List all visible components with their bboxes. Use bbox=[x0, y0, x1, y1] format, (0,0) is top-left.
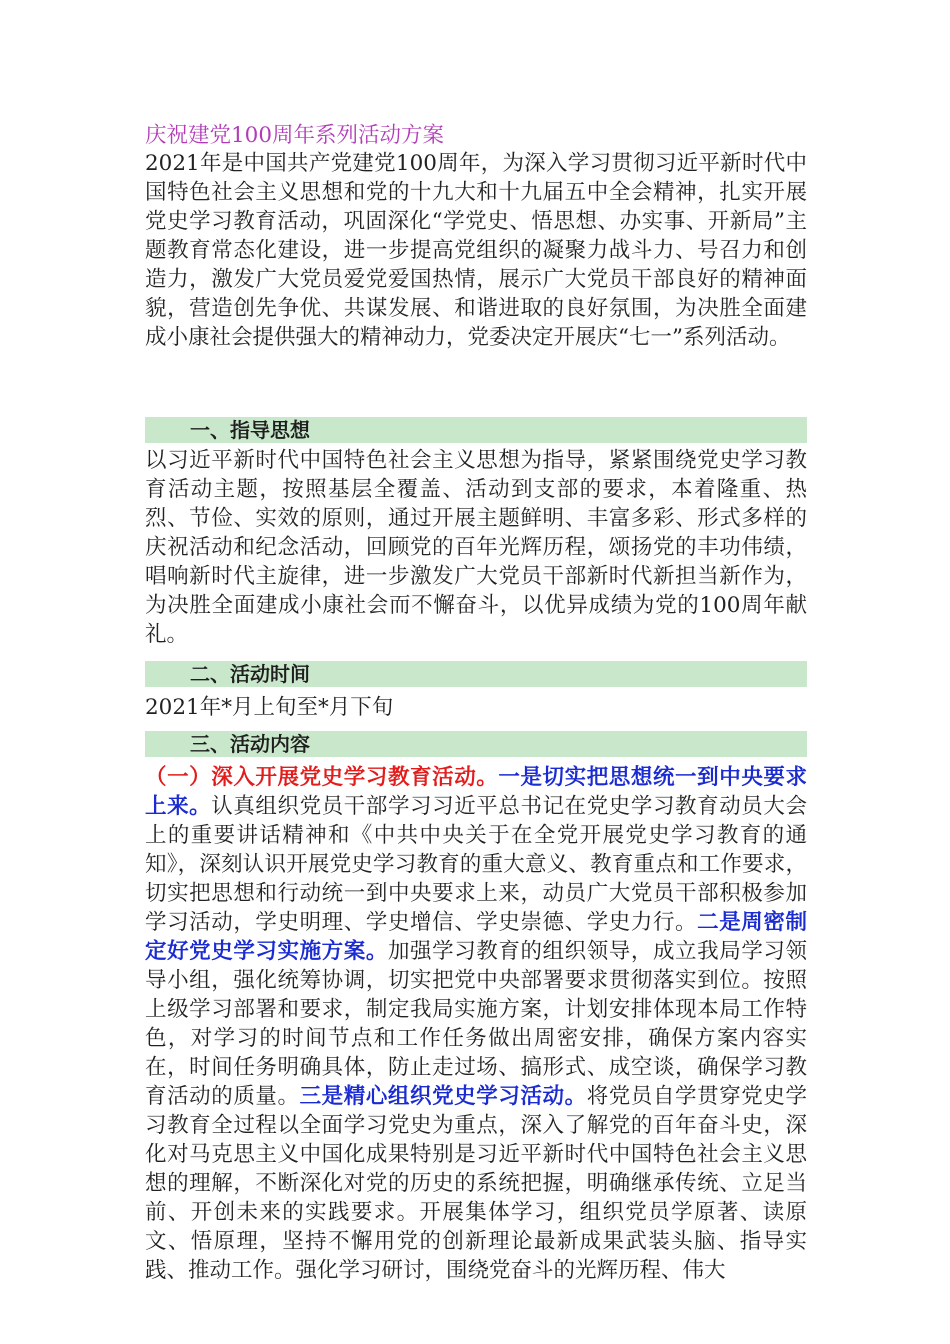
point-two-text: 加强学习教育的组织领导，成立我局学习领导小组，强化统筹协调，切实把党中央部署要求贯彻落实到位。按照上级学习部署和要求，制定我局实施方案，计划安排体现本局工作特色，对学习的时间节点和工作任务做出周密安排，确保方案内容实在，时间任务明确具体，防止走过场、搞形式、成空谈，确保学习教育活动的质量。 bbox=[145, 939, 807, 1109]
document-content bbox=[145, 123, 807, 1285]
activity-content-paragraph bbox=[145, 763, 807, 1285]
section-heading-activity-content: 三、活动内容 bbox=[145, 731, 807, 757]
activity-time-text: 2021年*月上旬至*月下旬 bbox=[145, 695, 394, 720]
section-heading-guiding-ideology: 一、指导思想 bbox=[145, 417, 807, 443]
document-title: 庆祝建党100周年系列活动方案 bbox=[145, 123, 445, 148]
point-three-text: 将党员自学贯穿党史学习教育全过程以全面学习党史为重点，深入了解党的百年奋斗史，深化对马克思主义中国化成果特别是习近平新时代中国特色社会主义思想的理解，不断深化对党的历史的系统把握，明确继承传统、立足当前、开创未来的实践要求。开展集体学习，组织党员学原著、读原文、悟原理，坚持不懈用党的创新理论最新成果武装头脑、指导实践、推动工作。强化学习研讨，围绕党奋斗的光辉历程、伟大 bbox=[145, 1084, 807, 1283]
guiding-ideology-paragraph: 以习近平新时代中国特色社会主义思想为指导，紧紧围绕党史学习教育活动主题，按照基层全覆盖、活动到支部的要求，本着隆重、热烈、节俭、实效的原则，通过开展主题鲜明、丰富多彩、形式多样的庆祝活动和纪念活动，回顾党的百年光辉历程，颂扬党的丰功伟绩，唱响新时代主旋律，进一步激发广大党员干部新时代新担当新作为，为决胜全面建成小康社会而不懈奋斗，以优异成绩为党的100周年献礼。 bbox=[145, 448, 807, 647]
section-heading-activity-time: 二、活动时间 bbox=[145, 661, 807, 687]
subsection-title: （一）深入开展党史学习教育活动。 bbox=[145, 765, 499, 790]
point-one-text: 认真组织党员干部学习习近平总书记在党史学习教育动员大会上的重要讲话精神和《中共中央关于在全党开展党史学习教育的通知》，深刻认识开展党史学习教育的重大意义、教育重点和工作要求，切实把思想和行动统一到中央要求上来，动员广大党员干部积极参加学习活动，学史明理、学史增信、学史崇德、学史力行。 bbox=[145, 794, 807, 935]
point-three-title: 三是精心组织党史学习活动。 bbox=[299, 1084, 587, 1109]
point-one-title: 一是切实把思想统一到中央要求上来。 bbox=[145, 765, 807, 819]
spacer bbox=[145, 352, 807, 417]
intro-paragraph: 2021年是中国共产党建党100周年，为深入学习贯彻习近平新时代中国特色社会主义思想和党的十九大和十九届五中全会精神，扎实开展党史学习教育活动，巩固深化“学党史、悟思想、办实事、开新局”主题教育常态化建设，进一步提高党组织的凝聚力战斗力、号召力和创造力，激发广大党员爱党爱国热情，展示广大党员干部良好的精神面貌，营造创先争优、共谋发展、和谐进取的良好氛围，为决胜全面建成小康社会提供强大的精神动力，党委决定开展庆“七一”系列活动。 bbox=[145, 151, 807, 350]
point-two-title: 二是周密制定好党史学习实施方案。 bbox=[145, 910, 807, 964]
